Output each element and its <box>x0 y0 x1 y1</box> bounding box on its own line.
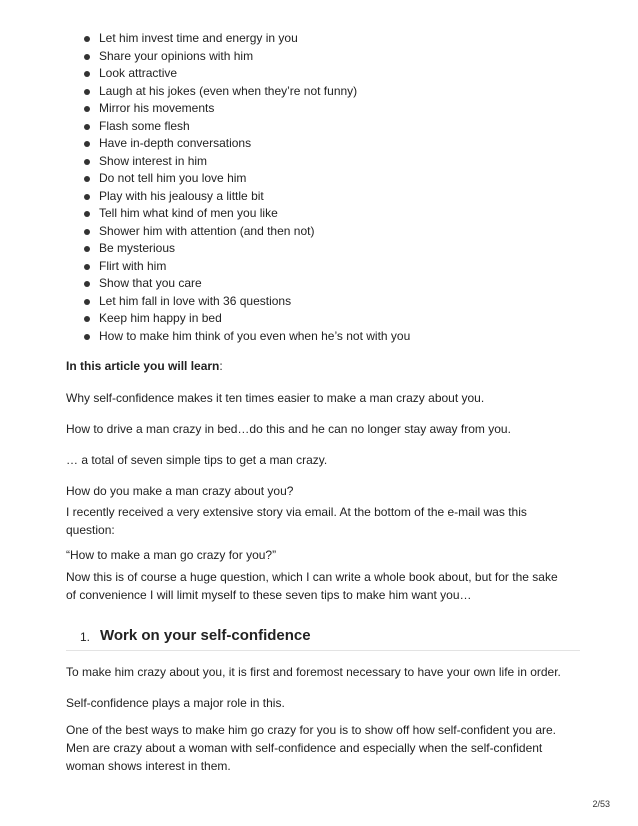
bullet-icon <box>84 264 90 270</box>
bullet-icon <box>84 299 90 305</box>
bullet-icon <box>84 141 90 147</box>
list-item: Have in-depth conversations <box>84 135 410 153</box>
heading-divider <box>66 650 580 651</box>
list-item: Be mysterious <box>84 240 410 258</box>
bullet-icon <box>84 124 90 130</box>
section-heading: Work on your self-confidence <box>100 627 311 644</box>
list-item: Let him invest time and energy in you <box>84 30 410 48</box>
page-number: 2/53 <box>592 799 610 809</box>
section-number: 1. <box>80 630 91 644</box>
list-item: Show that you care <box>84 275 410 293</box>
tips-list <box>84 30 410 345</box>
bullet-icon <box>84 71 90 77</box>
list-item: Share your opinions with him <box>84 48 410 66</box>
list-item: Keep him happy in bed <box>84 310 410 328</box>
learn-intro: In this article you will learn: <box>66 359 223 373</box>
paragraph: Self-confidence plays a major role in this. <box>66 696 285 710</box>
bullet-icon <box>84 229 90 235</box>
paragraph: Why self-confidence makes it ten times easier to make a man crazy about you. <box>66 391 485 405</box>
learn-label: In this article you will learn <box>66 359 220 373</box>
bullet-icon <box>84 316 90 322</box>
bullet-icon <box>84 106 90 112</box>
list-item: Look attractive <box>84 65 410 83</box>
bullet-icon <box>84 176 90 182</box>
quote-paragraph: “How to make a man go crazy for you?” <box>66 548 277 562</box>
list-item: Flirt with him <box>84 258 410 276</box>
bullet-icon <box>84 246 90 252</box>
list-item: Play with his jealousy a little bit <box>84 188 410 206</box>
paragraph: One of the best ways to make him go crazy for you is to show off how self-confident you are. Men are crazy about a woman with self-confidence and especially when the self-confident woman shows interest in them. <box>66 723 557 773</box>
paragraph: How do you make a man crazy about you? <box>66 484 294 498</box>
paragraph: How to drive a man crazy in bed…do this and he can no longer stay away from you. <box>66 422 511 436</box>
paragraph: Now this is of course a huge question, which I can write a whole book about, but for the sake of convenience I will limit myself to these seven tips to make him want you… <box>66 570 558 602</box>
paragraph: To make him crazy about you, it is first and foremost necessary to have your own life in order. <box>66 665 561 679</box>
list-item: Do not tell him you love him <box>84 170 410 188</box>
paragraph: … a total of seven simple tips to get a man crazy. <box>66 453 328 467</box>
bullet-icon <box>84 89 90 95</box>
list-item: Laugh at his jokes (even when they’re not funny) <box>84 83 410 101</box>
bullet-icon <box>84 159 90 165</box>
list-item: Shower him with attention (and then not) <box>84 223 410 241</box>
list-item: Mirror his movements <box>84 100 410 118</box>
bullet-icon <box>84 54 90 60</box>
bullet-icon <box>84 211 90 217</box>
list-item: Show interest in him <box>84 153 410 171</box>
list-item: How to make him think of you even when he’s not with you <box>84 328 410 346</box>
bullet-icon <box>84 194 90 200</box>
bullet-icon <box>84 281 90 287</box>
bullet-icon <box>84 334 90 340</box>
paragraph: I recently received a very extensive story via email. At the bottom of the e-mail was this question: <box>66 505 527 537</box>
list-item: Flash some flesh <box>84 118 410 136</box>
bullet-icon <box>84 36 90 42</box>
list-item: Let him fall in love with 36 questions <box>84 293 410 311</box>
list-item: Tell him what kind of men you like <box>84 205 410 223</box>
